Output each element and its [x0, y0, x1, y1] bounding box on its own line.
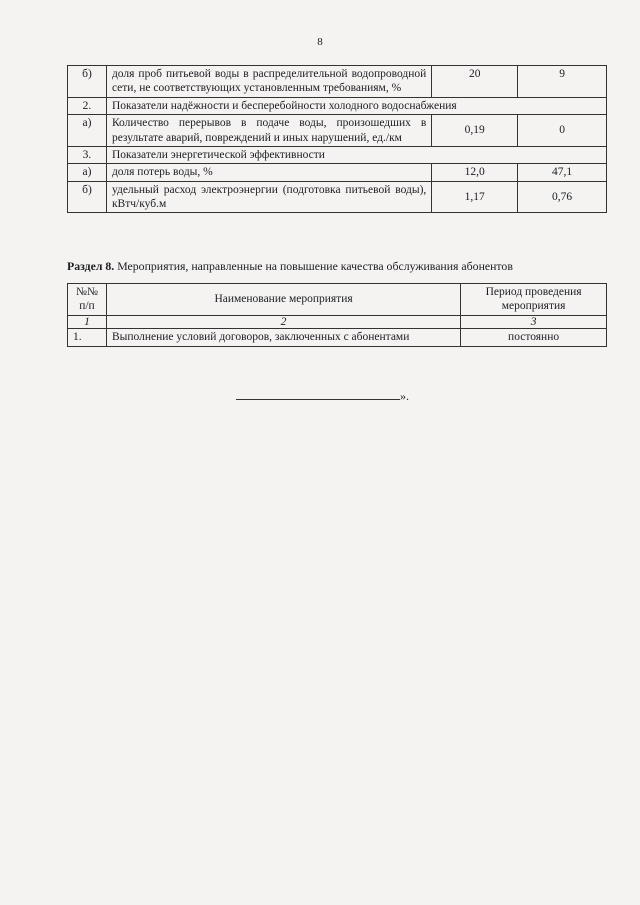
- closing-quote: ».: [400, 389, 409, 403]
- indicator-value-2: 0,76: [518, 181, 607, 213]
- table-header-row: [68, 284, 607, 316]
- section-heading: [67, 259, 607, 274]
- header-number: №№ п/п: [68, 284, 107, 316]
- indicator-group-title: Показатели надёжности и бесперебойности холодного водоснабжения: [106, 97, 606, 114]
- table-row: [68, 164, 607, 181]
- table-row: [68, 146, 607, 163]
- row-number: а): [68, 115, 107, 147]
- indicator-value-1: 1,17: [432, 181, 518, 213]
- indicator-value-2: 9: [518, 66, 607, 98]
- column-index: 3: [461, 315, 607, 329]
- indicator-group-title: Показатели энергетической эффективности: [106, 146, 606, 163]
- indicator-name: доля проб питьевой воды в распределительной водопроводной сети, не соответствующих установленным требованиям, %: [106, 66, 431, 98]
- table-row: [68, 329, 607, 346]
- indicator-name: доля потерь воды, %: [106, 164, 431, 181]
- indicators-table: [67, 65, 607, 213]
- indicator-value-1: 20: [432, 66, 518, 98]
- signature-line: [236, 388, 400, 400]
- closing-signature: [236, 388, 409, 404]
- column-index: 1: [68, 315, 107, 329]
- row-number: б): [68, 181, 107, 213]
- measure-name: Выполнение условий договоров, заключенных с абонентами: [106, 329, 460, 346]
- header-measure-name: Наименование мероприятия: [106, 284, 460, 316]
- section-label: Раздел 8.: [67, 259, 115, 273]
- measure-period: постоянно: [461, 329, 607, 346]
- table-row: [68, 115, 607, 147]
- row-number: 1.: [68, 329, 107, 346]
- page-number: 8: [317, 36, 323, 48]
- indicator-value-1: 12,0: [432, 164, 518, 181]
- indicator-name: удельный расход электроэнергии (подготовка питьевой воды), кВтч/куб.м: [106, 181, 431, 213]
- row-number: 3.: [68, 146, 107, 163]
- row-number: 2.: [68, 97, 107, 114]
- row-number: а): [68, 164, 107, 181]
- table-row: [68, 181, 607, 213]
- row-number: б): [68, 66, 107, 98]
- section-title: Мероприятия, направленные на повышение качества обслуживания абонентов: [117, 259, 513, 273]
- indicator-value-1: 0,19: [432, 115, 518, 147]
- indicator-name: Количество перерывов в подаче воды, произошедших в результате аварий, повреждений и иных нарушений, ед./км: [106, 115, 431, 147]
- header-period: Период проведения мероприятия: [461, 284, 607, 316]
- indicator-value-2: 0: [518, 115, 607, 147]
- table-row: [68, 97, 607, 114]
- table-row: [68, 66, 607, 98]
- indicator-value-2: 47,1: [518, 164, 607, 181]
- column-index-row: [68, 315, 607, 329]
- column-index: 2: [106, 315, 460, 329]
- measures-table: [67, 283, 607, 347]
